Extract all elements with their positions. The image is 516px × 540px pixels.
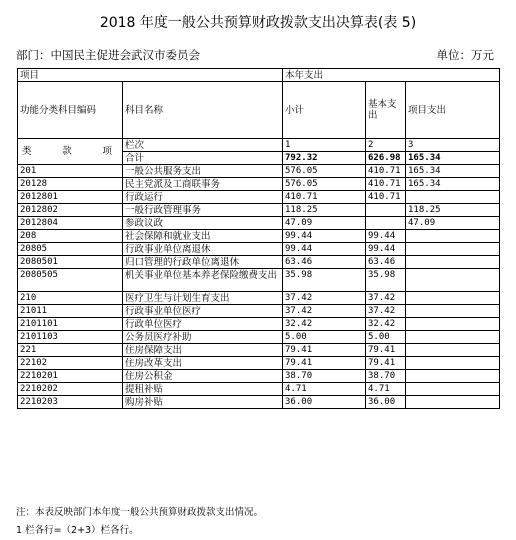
header-subject-name: 科目名称 xyxy=(123,82,283,139)
row-subtotal: 99.44 xyxy=(283,243,366,256)
row-subtotal: 4.71 xyxy=(283,383,366,396)
row-basic: 35.98 xyxy=(366,269,406,292)
table-row xyxy=(18,269,500,292)
row-project xyxy=(406,292,500,305)
header-column-seq: 栏次 xyxy=(123,139,283,152)
header-project: 项目 xyxy=(18,69,283,82)
row-code: 21011 xyxy=(18,305,123,318)
row-code: 221 xyxy=(18,344,123,357)
row-subtotal: 36.00 xyxy=(283,396,366,409)
row-project xyxy=(406,357,500,370)
row-basic: 4.71 xyxy=(366,383,406,396)
row-name: 公务员医疗补助 xyxy=(123,331,283,344)
row-name: 民主党派及工商联事务 xyxy=(123,178,283,191)
row-basic: 79.41 xyxy=(366,344,406,357)
row-subtotal: 576.05 xyxy=(283,165,366,178)
row-basic: 410.71 xyxy=(366,191,406,204)
row-project: 118.25 xyxy=(406,204,500,217)
table-row xyxy=(18,344,500,357)
total-label: 合计 xyxy=(123,152,283,165)
row-basic: 79.41 xyxy=(366,357,406,370)
row-project: 165.34 xyxy=(406,165,500,178)
row-subtotal: 99.44 xyxy=(283,230,366,243)
header-subtotal: 小计 xyxy=(283,82,366,139)
row-basic xyxy=(366,217,406,230)
row-basic: 32.42 xyxy=(366,318,406,331)
row-subtotal: 5.00 xyxy=(283,331,366,344)
total-subtotal: 792.32 xyxy=(283,152,366,165)
row-name: 行政单位医疗 xyxy=(123,318,283,331)
row-name: 参政议政 xyxy=(123,217,283,230)
table-row xyxy=(18,165,500,178)
table-row xyxy=(18,292,500,305)
header-project-exp: 项目支出 xyxy=(406,82,500,139)
table-row xyxy=(18,191,500,204)
row-code: 20805 xyxy=(18,243,123,256)
header-class: 类 xyxy=(22,146,32,157)
header-col1: 1 xyxy=(283,139,366,152)
row-code: 20128 xyxy=(18,178,123,191)
table-row xyxy=(18,396,500,409)
row-name: 住房保障支出 xyxy=(123,344,283,357)
row-subtotal: 37.42 xyxy=(283,305,366,318)
row-code: 2101101 xyxy=(18,318,123,331)
note-line-2: 1 栏各行=（2+3）栏各行。 xyxy=(16,525,139,536)
row-code: 2210203 xyxy=(18,396,123,409)
table-row xyxy=(18,318,500,331)
row-project: 47.09 xyxy=(406,217,500,230)
header-col2: 2 xyxy=(366,139,406,152)
row-name: 一般公共服务支出 xyxy=(123,165,283,178)
row-project xyxy=(406,370,500,383)
row-code: 2080501 xyxy=(18,256,123,269)
header-row-3 xyxy=(18,139,500,152)
row-basic: 63.46 xyxy=(366,256,406,269)
row-project xyxy=(406,305,500,318)
row-name: 社会保障和就业支出 xyxy=(123,230,283,243)
row-project xyxy=(406,230,500,243)
header-row-2 xyxy=(18,82,500,139)
row-project: 165.34 xyxy=(406,178,500,191)
row-basic: 99.44 xyxy=(366,243,406,256)
row-subtotal: 410.71 xyxy=(283,191,366,204)
row-basic: 5.00 xyxy=(366,331,406,344)
row-name: 行政事业单位医疗 xyxy=(123,305,283,318)
header-item: 项 xyxy=(102,146,112,157)
row-name: 行政事业单位离退休 xyxy=(123,243,283,256)
row-name: 住房公积金 xyxy=(123,370,283,383)
row-name: 机关事业单位基本养老保险缴费支出 xyxy=(123,269,283,292)
row-code: 2101103 xyxy=(18,331,123,344)
row-code: 2012801 xyxy=(18,191,123,204)
header-row-1 xyxy=(18,69,500,82)
row-project xyxy=(406,383,500,396)
row-name: 医疗卫生与计划生育支出 xyxy=(123,292,283,305)
total-project: 165.34 xyxy=(406,152,500,165)
row-basic: 410.71 xyxy=(366,178,406,191)
row-project xyxy=(406,243,500,256)
row-basic: 36.00 xyxy=(366,396,406,409)
header-section: 款 xyxy=(62,146,72,157)
row-subtotal: 47.09 xyxy=(283,217,366,230)
table-row xyxy=(18,331,500,344)
row-project xyxy=(406,318,500,331)
table-row xyxy=(18,230,500,243)
row-name: 购房补贴 xyxy=(123,396,283,409)
row-name: 归口管理的行政单位离退休 xyxy=(123,256,283,269)
row-project xyxy=(406,191,500,204)
row-project xyxy=(406,396,500,409)
header-col3: 3 xyxy=(406,139,500,152)
row-basic: 410.71 xyxy=(366,165,406,178)
row-subtotal: 63.46 xyxy=(283,256,366,269)
table-row xyxy=(18,204,500,217)
row-subtotal: 79.41 xyxy=(283,357,366,370)
note-line-1: 注：本表反映部门本年度一般公共预算财政拨款支出情况。 xyxy=(16,507,264,518)
row-project xyxy=(406,256,500,269)
row-code: 201 xyxy=(18,165,123,178)
table-row xyxy=(18,357,500,370)
total-basic: 626.98 xyxy=(366,152,406,165)
header-basic: 基本支出 xyxy=(366,82,406,139)
row-subtotal: 32.42 xyxy=(283,318,366,331)
row-name: 一般行政管理事务 xyxy=(123,204,283,217)
department-label: 部门：中国民主促进会武汉市委员会 xyxy=(16,48,200,62)
row-basic: 37.42 xyxy=(366,292,406,305)
row-subtotal: 35.98 xyxy=(283,269,366,292)
row-code: 2080505 xyxy=(18,269,123,292)
row-subtotal: 118.25 xyxy=(283,204,366,217)
row-basic xyxy=(366,204,406,217)
row-name: 提租补贴 xyxy=(123,383,283,396)
row-code: 2012804 xyxy=(18,217,123,230)
row-project xyxy=(406,344,500,357)
row-subtotal: 576.05 xyxy=(283,178,366,191)
table-row xyxy=(18,217,500,230)
page-title: 2018 年度一般公共预算财政拨款支出决算表(表 5) xyxy=(99,15,417,31)
unit-label: 单位：万元 xyxy=(436,48,494,62)
table-row xyxy=(18,256,500,269)
row-code: 208 xyxy=(18,230,123,243)
row-code: 2210201 xyxy=(18,370,123,383)
table-row xyxy=(18,383,500,396)
row-code: 210 xyxy=(18,292,123,305)
row-name: 住房改革支出 xyxy=(123,357,283,370)
table-row xyxy=(18,178,500,191)
row-subtotal: 38.70 xyxy=(283,370,366,383)
table-row xyxy=(18,305,500,318)
header-current-year: 本年支出 xyxy=(283,69,500,82)
row-basic: 37.42 xyxy=(366,305,406,318)
row-project xyxy=(406,269,500,292)
expenditure-table xyxy=(17,68,500,409)
row-project xyxy=(406,331,500,344)
row-basic: 99.44 xyxy=(366,230,406,243)
row-code: 2012802 xyxy=(18,204,123,217)
row-subtotal: 79.41 xyxy=(283,344,366,357)
header-levels xyxy=(18,139,123,165)
table-row xyxy=(18,370,500,383)
row-subtotal: 37.42 xyxy=(283,292,366,305)
row-code: 22102 xyxy=(18,357,123,370)
row-basic: 38.70 xyxy=(366,370,406,383)
header-func-code: 功能分类科目编码 xyxy=(18,82,123,139)
row-code: 2210202 xyxy=(18,383,123,396)
row-name: 行政运行 xyxy=(123,191,283,204)
table-row xyxy=(18,243,500,256)
